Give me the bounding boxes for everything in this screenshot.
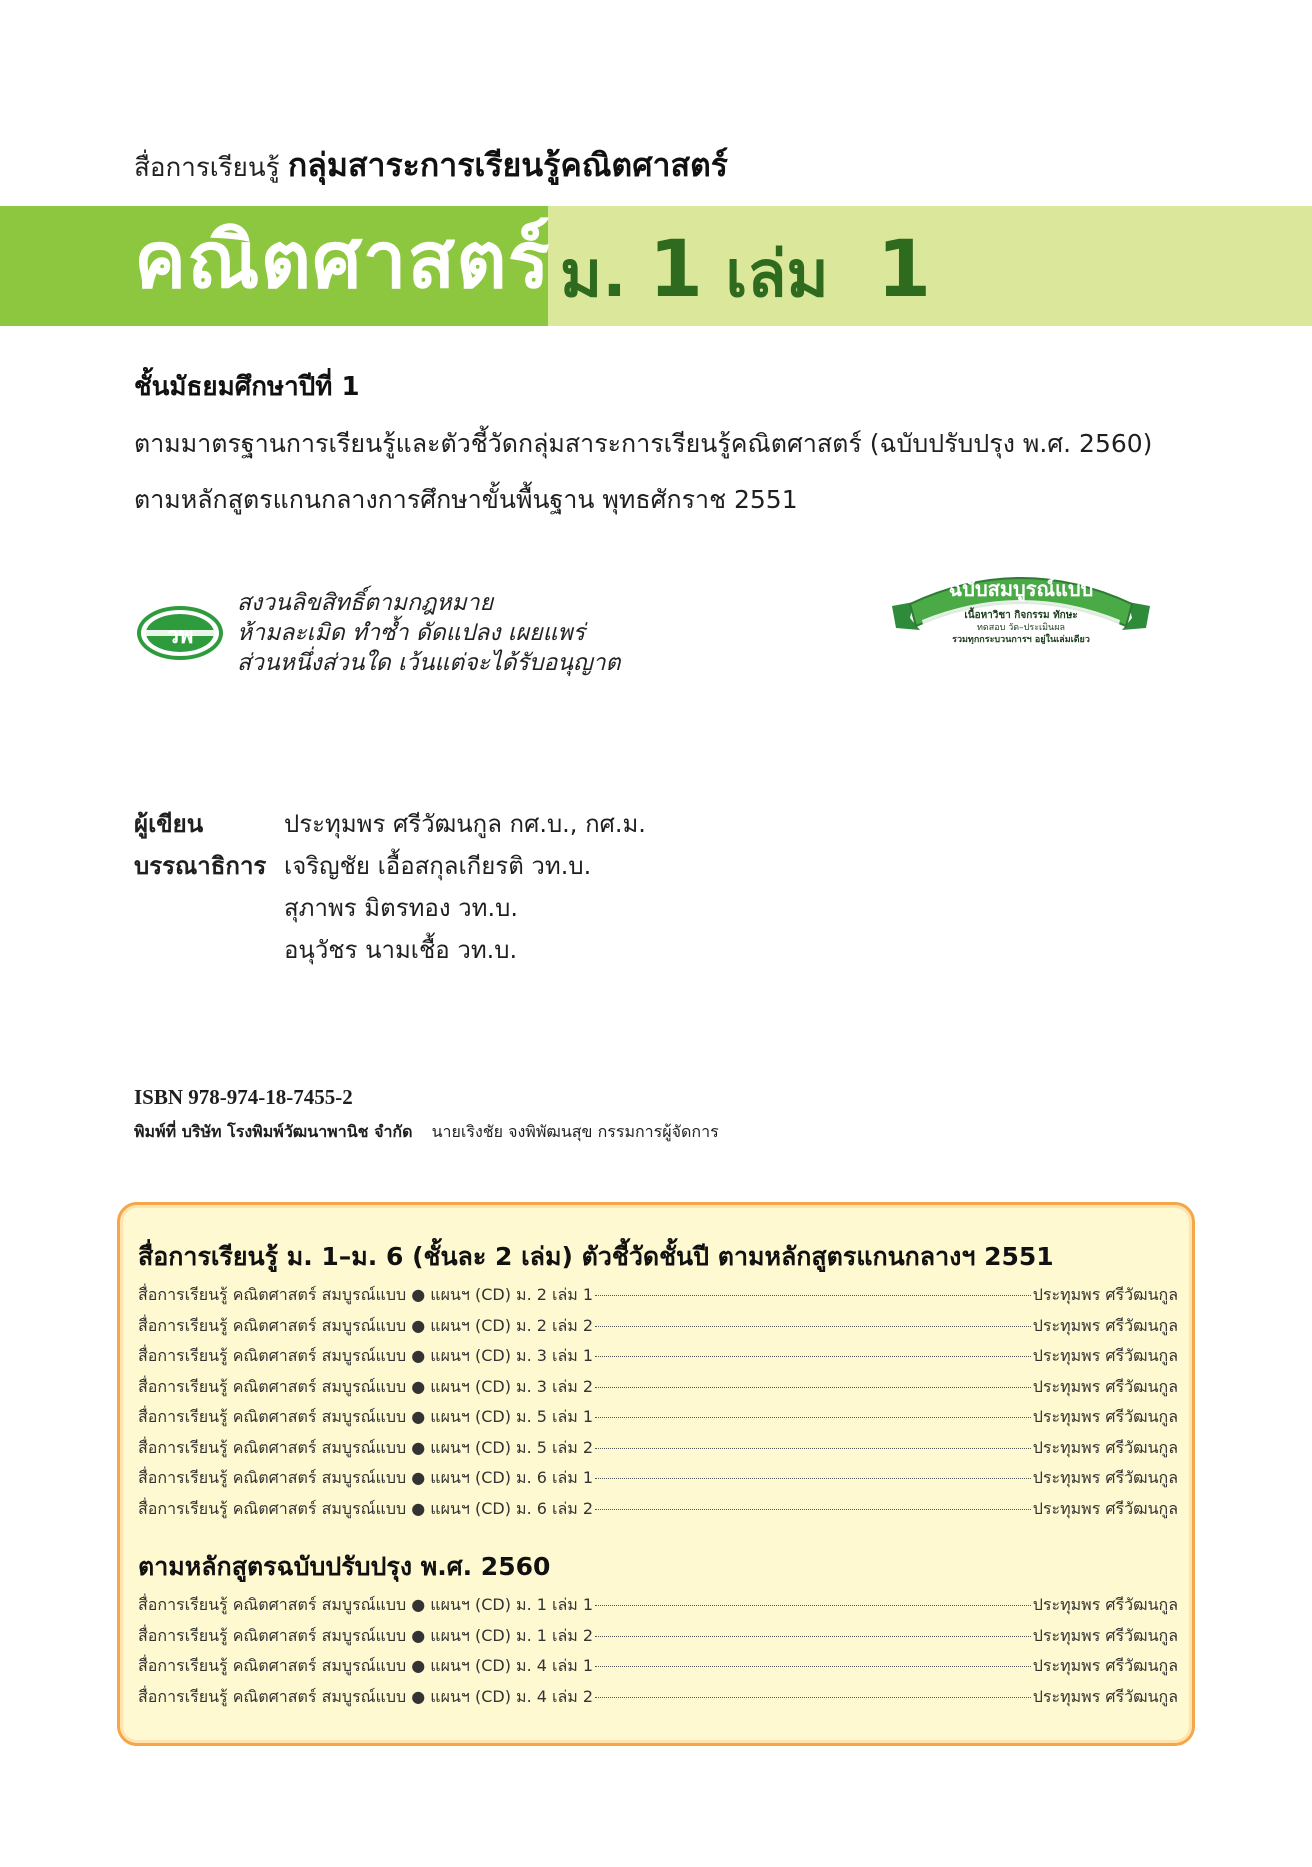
- catalog-item-title: สื่อการเรียนรู้ คณิตศาสตร์ สมบูรณ์แบบ ● แผนฯ (CD) ม. 4 เล่ม 1: [138, 1656, 594, 1675]
- editor-name: สุภาพร มิตรทอง วท.บ.: [284, 894, 518, 922]
- leader-dots: [595, 1636, 1031, 1637]
- catalog-item: [138, 1685, 1178, 1716]
- catalog-item-title: สื่อการเรียนรู้ คณิตศาสตร์ สมบูรณ์แบบ ● แผนฯ (CD) ม. 2 เล่ม 2: [138, 1315, 594, 1335]
- catalog-item: [138, 1654, 1178, 1685]
- leader-dots: [595, 1478, 1031, 1479]
- leader-dots: [595, 1448, 1031, 1449]
- catalog-item-title: สื่อการเรียนรู้ คณิตศาสตร์ สมบูรณ์แบบ ● แผนฯ (CD) ม. 6 เล่ม 1: [138, 1468, 594, 1487]
- printer-manager: นายเริงชัย จงพิพัฒนสุข กรรมการผู้จัดการ: [431, 1122, 719, 1141]
- badge-title: ฉบับสมบูรณ์แบบ: [948, 577, 1094, 601]
- catalog-item: [138, 1624, 1178, 1655]
- author-label: ผู้เขียน: [134, 810, 204, 838]
- copyright-notice: [237, 588, 620, 678]
- catalog-item-title: สื่อการเรียนรู้ คณิตศาสตร์ สมบูรณ์แบบ ● แผนฯ (CD) ม. 5 เล่ม 2: [138, 1437, 594, 1457]
- catalog-item-author: ประทุมพร ศรีวัฒนกูล: [1032, 1285, 1178, 1304]
- leader-dots: [595, 1697, 1031, 1698]
- book-level: [560, 225, 932, 315]
- copyright-line-3: ส่วนหนึ่งส่วนใด เว้นแต่จะได้รับอนุญาต: [237, 650, 621, 676]
- volume-label: เล่ม: [725, 238, 829, 312]
- leader-dots: [595, 1605, 1031, 1606]
- catalog-item-author: ประทุมพร ศรีวัฒนกูล: [1032, 1407, 1178, 1426]
- catalog-item-title: สื่อการเรียนรู้ คณิตศาสตร์ สมบูรณ์แบบ ● แผนฯ (CD) ม. 6 เล่ม 2: [138, 1498, 594, 1518]
- leader-dots: [595, 1295, 1031, 1296]
- series-label: สื่อการเรียนรู้: [134, 153, 280, 183]
- grade-label: ชั้นมัธยมศึกษาปีที่ 1: [134, 372, 360, 402]
- badge-line-3: รวมทุกกระบวนการฯ อยู่ในเล่มเดียว: [952, 635, 1090, 644]
- copyright-line-2: ห้ามละเมิด ทำซ้ำ ดัดแปลง เผยแพร่: [237, 620, 585, 646]
- isbn: ISBN 978-974-18-7455-2: [134, 1085, 353, 1109]
- catalog-item-author: ประทุมพร ศรีวัฒนกูล: [1032, 1315, 1178, 1335]
- editor-name: อนุวัชร นามเชื้อ วท.บ.: [284, 936, 518, 964]
- copyright-line-1: สงวนลิขสิทธิ์ตามกฎหมาย: [237, 590, 494, 616]
- catalog-item-author: ประทุมพร ศรีวัฒนกูล: [1032, 1595, 1178, 1614]
- catalog-item-title: สื่อการเรียนรู้ คณิตศาสตร์ สมบูรณ์แบบ ● แผนฯ (CD) ม. 1 เล่ม 2: [138, 1625, 594, 1645]
- catalog-item-author: ประทุมพร ศรีวัฒนกูล: [1032, 1498, 1178, 1518]
- level-number: 1: [648, 225, 704, 315]
- badge-line-1: เนื้อหาวิชา กิจกรรม ทักษะ: [964, 610, 1078, 621]
- catalog-item: [138, 1375, 1178, 1406]
- catalog-box: [117, 1202, 1195, 1746]
- catalog-item-author: ประทุมพร ศรีวัฒนกูล: [1032, 1437, 1178, 1457]
- catalog-item-title: สื่อการเรียนรู้ คณิตศาสตร์ สมบูรณ์แบบ ● แผนฯ (CD) ม. 1 เล่ม 1: [138, 1595, 594, 1614]
- catalog-item-author: ประทุมพร ศรีวัฒนกูล: [1032, 1686, 1178, 1706]
- complete-edition-badge: [888, 556, 1154, 644]
- leader-dots: [595, 1509, 1031, 1510]
- catalog-list: [138, 1593, 1178, 1715]
- catalog-item: [138, 1436, 1178, 1467]
- book-title: คณิตศาสตร์: [134, 216, 551, 306]
- leader-dots: [595, 1326, 1031, 1327]
- catalog-item-author: ประทุมพร ศรีวัฒนกูล: [1032, 1625, 1178, 1645]
- catalog-item-author: ประทุมพร ศรีวัฒนกูล: [1032, 1346, 1178, 1365]
- catalog-item-title: สื่อการเรียนรู้ คณิตศาสตร์ สมบูรณ์แบบ ● แผนฯ (CD) ม. 3 เล่ม 1: [138, 1346, 594, 1365]
- series-line: [134, 140, 728, 191]
- catalog-item-title: สื่อการเรียนรู้ คณิตศาสตร์ สมบูรณ์แบบ ● แผนฯ (CD) ม. 5 เล่ม 1: [138, 1407, 594, 1426]
- catalog-item: [138, 1497, 1178, 1528]
- editor-name: เจริญชัย เอื้อสกุลเกียรติ วท.บ.: [284, 852, 592, 880]
- catalog-item-title: สื่อการเรียนรู้ คณิตศาสตร์ สมบูรณ์แบบ ● แผนฯ (CD) ม. 3 เล่ม 2: [138, 1376, 594, 1396]
- catalog-item-author: ประทุมพร ศรีวัฒนกูล: [1032, 1656, 1178, 1675]
- author-name: ประทุมพร ศรีวัฒนกูล กศ.บ., กศ.ม.: [284, 810, 646, 838]
- catalog-item: [138, 1283, 1178, 1314]
- publisher-logo-icon: [137, 605, 223, 661]
- catalog-item: [138, 1405, 1178, 1436]
- leader-dots: [595, 1356, 1031, 1357]
- printer-label: พิมพ์ที่ บริษัท โรงพิมพ์วัฒนาพานิช จำกัด: [134, 1122, 413, 1141]
- standard-line: ตามมาตรฐานการเรียนรู้และตัวชี้วัดกลุ่มสาระการเรียนรู้คณิตศาสตร์ (ฉบับปรับปรุง พ.ศ. 2560): [134, 429, 1153, 458]
- badge-line-2: ทดสอบ วัด–ประเมินผล: [977, 623, 1065, 633]
- catalog-item-author: ประทุมพร ศรีวัฒนกูล: [1032, 1376, 1178, 1396]
- catalog-item-title: สื่อการเรียนรู้ คณิตศาสตร์ สมบูรณ์แบบ ● แผนฯ (CD) ม. 2 เล่ม 1: [138, 1285, 594, 1304]
- catalog-item: [138, 1593, 1178, 1624]
- printer-line: [134, 1120, 719, 1145]
- catalog-item: [138, 1344, 1178, 1375]
- leader-dots: [595, 1417, 1031, 1418]
- catalog-item-author: ประทุมพร ศรีวัฒนกูล: [1032, 1468, 1178, 1487]
- level-label: ม.: [560, 238, 627, 312]
- catalog-section-heading: ตามหลักสูตรฉบับปรับปรุง พ.ศ. 2560: [138, 1552, 551, 1581]
- curriculum-line: ตามหลักสูตรแกนกลางการศึกษาขั้นพื้นฐาน พุทธศักราช 2551: [134, 485, 798, 514]
- catalog-item-title: สื่อการเรียนรู้ คณิตศาสตร์ สมบูรณ์แบบ ● แผนฯ (CD) ม. 4 เล่ม 2: [138, 1686, 594, 1706]
- editor-label: บรรณาธิการ: [134, 852, 267, 880]
- logo-lettering: วพ: [166, 624, 194, 649]
- catalog-item: [138, 1314, 1178, 1345]
- leader-dots: [595, 1666, 1031, 1667]
- subject-group: กลุ่มสาระการเรียนรู้คณิตศาสตร์: [287, 146, 728, 184]
- volume-number: 1: [876, 225, 932, 315]
- catalog-section-heading: สื่อการเรียนรู้ ม. 1–ม. 6 (ชั้นละ 2 เล่ม) ตัวชี้วัดชั้นปี ตามหลักสูตรแกนกลางฯ 2551: [138, 1242, 1054, 1271]
- leader-dots: [595, 1387, 1031, 1388]
- catalog-item: [138, 1466, 1178, 1497]
- catalog-list: [138, 1283, 1178, 1527]
